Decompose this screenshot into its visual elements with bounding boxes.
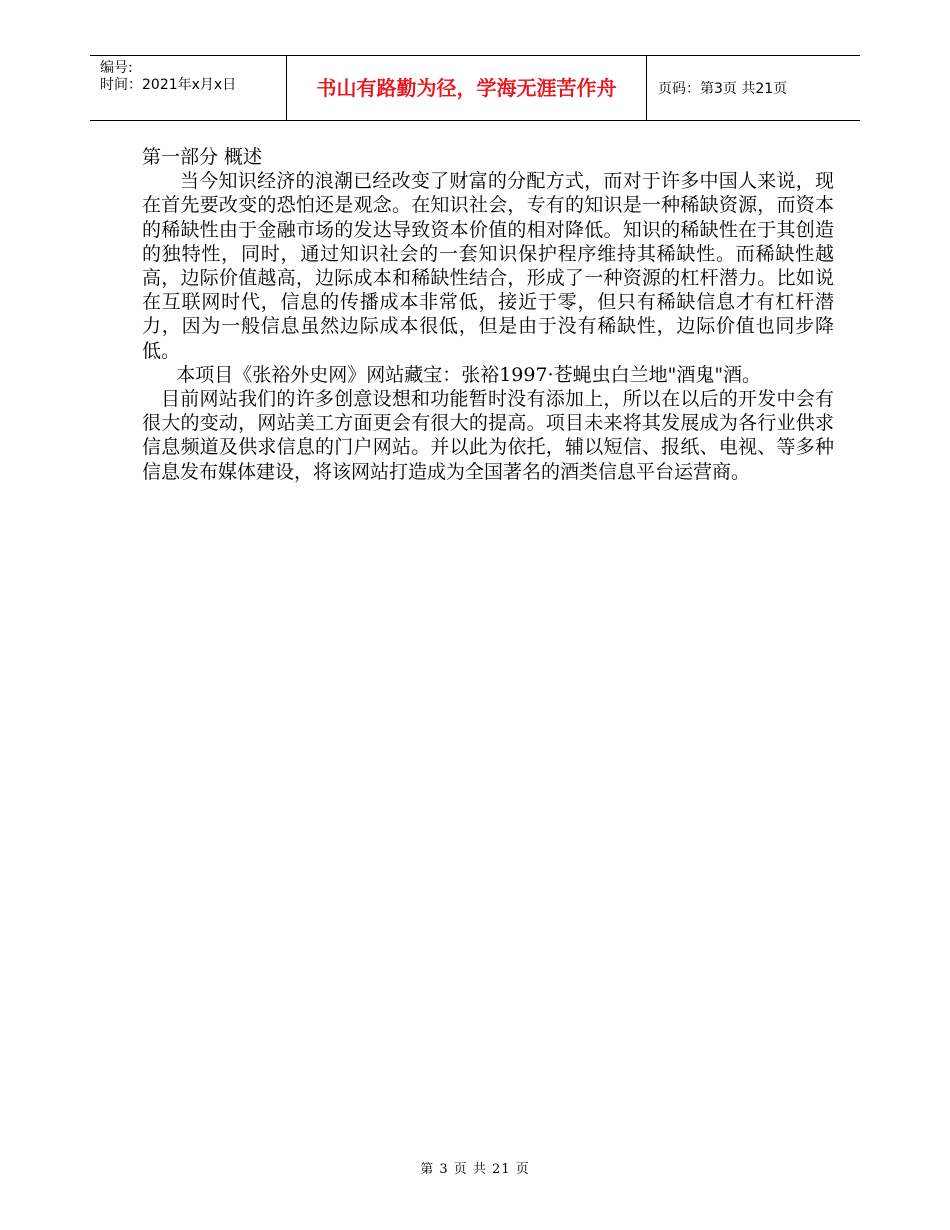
document-body xyxy=(142,145,834,484)
header-page-info: 页码：第3页 共21页 xyxy=(658,81,788,97)
serial-number-label: 编号: xyxy=(100,60,133,76)
paragraph-project: 本项目《张裕外史网》网站藏宝：张裕1997·苍蝇虫白兰地"酒鬼"酒。 xyxy=(176,363,762,386)
paragraph-plans: 目前网站我们的许多创意设想和功能暂时没有添加上，所以在以后的开发中会有很大的变动，网站美工方面更会有很大的提高。项目未来将其发展成为各行业供求信息频道及供求信息的门户网站。并以此为依托，辅以短信、报纸、电视、等多种信息发布媒体建设，将该网站打造成为全国著名的酒类信息平台运营商。 xyxy=(142,388,834,483)
page-footer: 第 3 页 共 21 页 xyxy=(420,1162,530,1177)
section-title: 第一部分 概述 xyxy=(142,146,263,168)
time-label: 时间：2021年x月x日 xyxy=(100,77,237,93)
header-divider xyxy=(646,56,647,121)
header-meta xyxy=(100,60,236,94)
header-motto: 书山有路勤为径，学海无涯苦作舟 xyxy=(316,76,617,100)
page-header xyxy=(90,55,860,121)
paragraph-overview: 当今知识经济的浪潮已经改变了财富的分配方式，而对于许多中国人来说，现在首先要改变的恐怕还是观念。在知识社会，专有的知识是一种稀缺资源，而资本的稀缺性由于金融市场的发达导致资本价值的相对降低。知识的稀缺性在于其创造的独特性，同时，通过知识社会的一套知识保护程序维持其稀缺性。而稀缺性越高，边际价值越高，边际成本和稀缺性结合，形成了一种资源的杠杆潜力。比如说在互联网时代，信息的传播成本非常低，接近于零，但只有稀缺信息才有杠杆潜力，因为一般信息虽然边际成本很低，但是由于没有稀缺性，边际价值也同步降低。 xyxy=(142,170,834,362)
